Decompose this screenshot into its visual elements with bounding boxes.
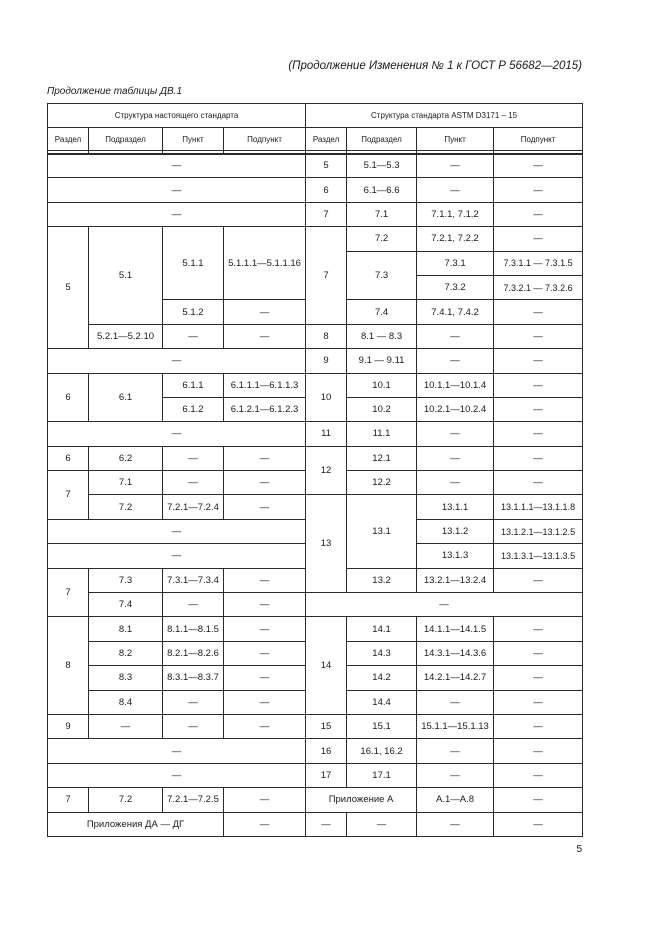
table-cell: — bbox=[306, 812, 347, 836]
table-cell: 7 bbox=[48, 568, 89, 617]
table-cell: 7.3.1 bbox=[417, 251, 494, 275]
table-cell: 6.1 bbox=[89, 373, 163, 422]
table-cell: 7.3.1—7.3.4 bbox=[163, 568, 224, 592]
table-cell: 5.1.2 bbox=[163, 300, 224, 324]
table-cell: — bbox=[494, 446, 583, 470]
table-cell: 9.1 — 9.11 bbox=[347, 349, 417, 373]
table-cell: — bbox=[494, 154, 583, 178]
table-row bbox=[48, 227, 583, 251]
col-header-podpunkt-astm: Подпункт bbox=[494, 128, 583, 151]
col-header-razdel-astm: Раздел bbox=[306, 128, 347, 151]
table-cell: 10 bbox=[306, 373, 347, 422]
table-cell: — bbox=[494, 617, 583, 641]
table-cell: — bbox=[417, 349, 494, 373]
table-cell: 16.1, 16.2 bbox=[347, 739, 417, 763]
table-cell: — bbox=[494, 714, 583, 738]
table-cell: — bbox=[494, 568, 583, 592]
col-header-punkt-astm: Пункт bbox=[417, 128, 494, 151]
table-cell: 13.1.2.1—13.1.2.5 bbox=[494, 519, 583, 543]
table-row bbox=[48, 446, 583, 470]
table-caption: Продолжение таблицы ДВ.1 bbox=[47, 86, 183, 97]
table-row bbox=[48, 202, 583, 226]
table-cell: 7.2.1, 7.2.2 bbox=[417, 227, 494, 251]
table-cell: — bbox=[494, 666, 583, 690]
table-cell: — bbox=[224, 812, 306, 836]
table-cell: 5.1 bbox=[89, 227, 163, 325]
table-cell: — bbox=[224, 617, 306, 641]
table-cell: 15.1 bbox=[347, 714, 417, 738]
table-cell: 8.1 bbox=[89, 617, 163, 641]
table-cell: — bbox=[163, 324, 224, 348]
table-cell: 13.1.3 bbox=[417, 544, 494, 568]
table-cell: 7.2 bbox=[347, 227, 417, 251]
table-cell: — bbox=[417, 763, 494, 787]
table-cell: — bbox=[494, 324, 583, 348]
col-header-podpunkt: Подпункт bbox=[224, 128, 306, 151]
table-cell: 7.4.1, 7.4.2 bbox=[417, 300, 494, 324]
table-cell: 14.3.1—14.3.6 bbox=[417, 641, 494, 665]
table-cell: — bbox=[306, 593, 583, 617]
table-row bbox=[48, 763, 583, 787]
table-cell: 12.2 bbox=[347, 471, 417, 495]
table-row bbox=[48, 324, 583, 348]
table-cell: — bbox=[163, 471, 224, 495]
table-cell: 9 bbox=[306, 349, 347, 373]
table-cell: 6 bbox=[48, 373, 89, 422]
table-cell: — bbox=[224, 641, 306, 665]
table-cell: — bbox=[48, 202, 306, 226]
table-cell: — bbox=[224, 446, 306, 470]
table-cell: 6.1.1.1—6.1.1.3 bbox=[224, 373, 306, 397]
table-cell: 8.1.1—8.1.5 bbox=[163, 617, 224, 641]
table-cell: 7.1 bbox=[347, 202, 417, 226]
table-cell: — bbox=[494, 349, 583, 373]
table-cell: — bbox=[224, 690, 306, 714]
table-cell: — bbox=[417, 178, 494, 202]
table-cell: 9 bbox=[48, 714, 89, 738]
table-cell: — bbox=[48, 544, 306, 568]
table-cell: 12.1 bbox=[347, 446, 417, 470]
table-cell: — bbox=[494, 812, 583, 836]
table-cell: 14.2.1—14.2.7 bbox=[417, 666, 494, 690]
page-number: 5 bbox=[576, 844, 582, 855]
table-cell: — bbox=[494, 373, 583, 397]
table-row bbox=[48, 788, 583, 812]
table-row bbox=[48, 178, 583, 202]
table-cell: 8.2.1—8.2.6 bbox=[163, 641, 224, 665]
table-cell: 7.3.1.1 — 7.3.1.5 bbox=[494, 251, 583, 275]
table-cell: 7.1 bbox=[89, 471, 163, 495]
table-cell: — bbox=[494, 300, 583, 324]
table-cell: — bbox=[48, 739, 306, 763]
table-cell: А.1—А.8 bbox=[417, 788, 494, 812]
table-cell: — bbox=[224, 495, 306, 519]
table-cell: 10.2.1—10.2.4 bbox=[417, 397, 494, 421]
table-cell: 6.1.2.1—6.1.2.3 bbox=[224, 397, 306, 421]
table-row bbox=[48, 495, 583, 519]
table-cell: 13.1.1.1—13.1.1.8 bbox=[494, 495, 583, 519]
table-cell: 14.4 bbox=[347, 690, 417, 714]
table-cell: Приложения ДА — ДГ bbox=[48, 812, 224, 836]
table-cell: 14.3 bbox=[347, 641, 417, 665]
table-cell: — bbox=[48, 178, 306, 202]
table-cell: — bbox=[417, 446, 494, 470]
table-cell: — bbox=[494, 422, 583, 446]
table-cell: 7.3.2 bbox=[417, 275, 494, 299]
table-row bbox=[48, 422, 583, 446]
table-cell: — bbox=[224, 324, 306, 348]
table-cell: — bbox=[494, 690, 583, 714]
table-cell: 13.1 bbox=[347, 495, 417, 568]
table-row bbox=[48, 373, 583, 397]
table-cell: 13 bbox=[306, 495, 347, 593]
table-cell: — bbox=[163, 446, 224, 470]
table-row bbox=[48, 739, 583, 763]
table-cell: — bbox=[494, 788, 583, 812]
table-cell: — bbox=[163, 714, 224, 738]
table-cell: 6.2 bbox=[89, 446, 163, 470]
table-cell: — bbox=[224, 300, 306, 324]
table-cell: 7.3 bbox=[347, 251, 417, 300]
table-cell: 7 bbox=[48, 788, 89, 812]
table-cell: — bbox=[494, 739, 583, 763]
table-cell: 5.1.1 bbox=[163, 227, 224, 300]
table-cell: — bbox=[494, 227, 583, 251]
table-cell: 8.1 — 8.3 bbox=[347, 324, 417, 348]
table-cell: 15.1.1—15.1.13 bbox=[417, 714, 494, 738]
table-cell: — bbox=[417, 422, 494, 446]
table-cell: 15 bbox=[306, 714, 347, 738]
table-cell: 10.1.1—10.1.4 bbox=[417, 373, 494, 397]
table-row bbox=[48, 714, 583, 738]
table-cell: 7.2.1—7.2.5 bbox=[163, 788, 224, 812]
table-cell: — bbox=[224, 593, 306, 617]
table-cell: 6.1—6.6 bbox=[347, 178, 417, 202]
right-group-header: Структура стандарта ASTM D3171 – 15 bbox=[306, 104, 583, 128]
table-cell: 7 bbox=[306, 202, 347, 226]
table-cell: — bbox=[89, 714, 163, 738]
table-cell: 10.1 bbox=[347, 373, 417, 397]
table-cell: 5.2.1—5.2.10 bbox=[89, 324, 163, 348]
table-cell: 7.3 bbox=[89, 568, 163, 592]
table-cell: — bbox=[494, 471, 583, 495]
table-row bbox=[48, 812, 583, 836]
table-cell: — bbox=[494, 178, 583, 202]
table-cell: — bbox=[417, 154, 494, 178]
table-cell: — bbox=[224, 666, 306, 690]
table-row bbox=[48, 154, 583, 178]
table-cell: 13.1.2 bbox=[417, 519, 494, 543]
table-cell: 8.3.1—8.3.7 bbox=[163, 666, 224, 690]
table-cell: — bbox=[494, 202, 583, 226]
table-cell: 12 bbox=[306, 446, 347, 495]
table-cell: 7.1.1, 7.1.2 bbox=[417, 202, 494, 226]
table-cell: — bbox=[417, 690, 494, 714]
table-cell: 14.1.1—14.1.5 bbox=[417, 617, 494, 641]
header-note: (Продолжение Изменения № 1 к ГОСТ Р 56682—2015) bbox=[288, 60, 582, 72]
table-cell: 7.2.1—7.2.4 bbox=[163, 495, 224, 519]
table-cell: 5.1.1.1—5.1.1.16 bbox=[224, 227, 306, 300]
table-cell: 8 bbox=[48, 617, 89, 715]
table-cell: 11.1 bbox=[347, 422, 417, 446]
table-cell: — bbox=[417, 471, 494, 495]
table-cell: 6.1.2 bbox=[163, 397, 224, 421]
table-cell: 17 bbox=[306, 763, 347, 787]
table-cell: — bbox=[417, 739, 494, 763]
table-cell: 8.2 bbox=[89, 641, 163, 665]
col-header-punkt: Пункт bbox=[163, 128, 224, 151]
table-cell: — bbox=[494, 397, 583, 421]
table-cell: 5 bbox=[306, 154, 347, 178]
table-cell: 7.4 bbox=[347, 300, 417, 324]
table-cell: 13.1.1 bbox=[417, 495, 494, 519]
table-row bbox=[48, 593, 583, 617]
table-cell: — bbox=[347, 812, 417, 836]
table-cell: 5 bbox=[48, 227, 89, 349]
table-cell: — bbox=[224, 788, 306, 812]
table-cell: — bbox=[494, 763, 583, 787]
table-cell: 8.4 bbox=[89, 690, 163, 714]
table-cell: — bbox=[48, 422, 306, 446]
table-row bbox=[48, 617, 583, 641]
table-cell: — bbox=[48, 349, 306, 373]
table-cell: 13.1.3.1—13.1.3.5 bbox=[494, 544, 583, 568]
table-cell: — bbox=[48, 154, 306, 178]
correspondence-table bbox=[47, 103, 583, 837]
table-cell: 11 bbox=[306, 422, 347, 446]
table-cell: 6.1.1 bbox=[163, 373, 224, 397]
table-cell: 7 bbox=[306, 227, 347, 325]
table-cell: 7.2 bbox=[89, 788, 163, 812]
table-cell: — bbox=[417, 812, 494, 836]
table-cell: — bbox=[48, 763, 306, 787]
table-cell: 7.4 bbox=[89, 593, 163, 617]
table-cell: — bbox=[224, 714, 306, 738]
table-cell: — bbox=[163, 690, 224, 714]
col-header-razdel: Раздел bbox=[48, 128, 89, 151]
table-cell: — bbox=[163, 593, 224, 617]
col-header-podrazdel: Подраздел bbox=[89, 128, 163, 151]
table-cell: 6 bbox=[48, 446, 89, 470]
table-cell: 16 bbox=[306, 739, 347, 763]
table-cell: 7.3.2.1 — 7.3.2.6 bbox=[494, 275, 583, 299]
left-group-header: Структура настоящего стандарта bbox=[48, 104, 306, 128]
table-cell: 7.2 bbox=[89, 495, 163, 519]
table-cell: — bbox=[224, 568, 306, 592]
table-cell: 17.1 bbox=[347, 763, 417, 787]
table-cell: 14.2 bbox=[347, 666, 417, 690]
table-cell: — bbox=[494, 641, 583, 665]
table-cell: 13.2.1—13.2.4 bbox=[417, 568, 494, 592]
col-header-podrazdel-astm: Подраздел bbox=[347, 128, 417, 151]
table-cell: 6 bbox=[306, 178, 347, 202]
table-cell: 8.3 bbox=[89, 666, 163, 690]
table-cell: — bbox=[224, 471, 306, 495]
table-cell: 5.1—5.3 bbox=[347, 154, 417, 178]
table-cell: 13.2 bbox=[347, 568, 417, 592]
table-cell: 10.2 bbox=[347, 397, 417, 421]
table-cell: 14 bbox=[306, 617, 347, 715]
table-cell: 7 bbox=[48, 471, 89, 520]
table-cell: 8 bbox=[306, 324, 347, 348]
table-cell: — bbox=[417, 324, 494, 348]
table-row bbox=[48, 349, 583, 373]
table-cell: Приложение А bbox=[306, 788, 417, 812]
table-cell: — bbox=[48, 519, 306, 543]
table-cell: 14.1 bbox=[347, 617, 417, 641]
